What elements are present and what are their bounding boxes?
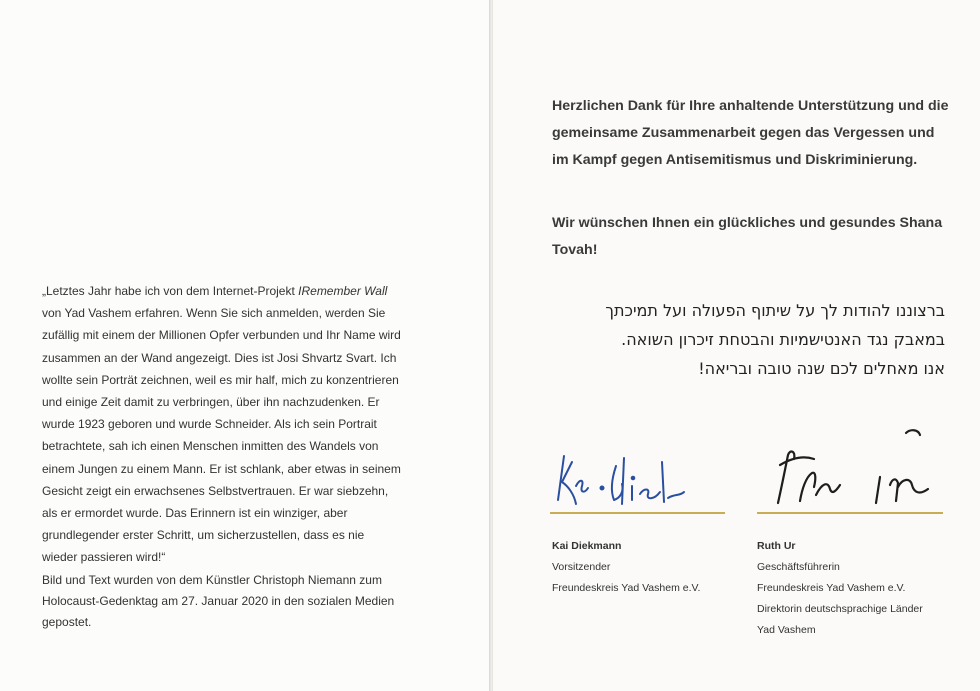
signer-name: Ruth Ur <box>757 540 796 552</box>
hebrew-greeting <box>545 296 945 383</box>
signer-ruth-ur <box>757 536 967 641</box>
hebrew-line: במאבק נגד האנטישמיות והבטחת זיכרון השואה. <box>621 330 945 349</box>
thank-you-text: Herzlichen Dank für Ihre anhaltende Unterstützung und die gemeinsame Zusammenarbeit gegen das Vergessen und im Kampf gegen Antisemitismus und Diskriminierung. <box>552 98 949 168</box>
signer-role: Geschäftsführerin <box>757 561 840 573</box>
signer-organization: Freundeskreis Yad Vashem e.V. <box>757 582 906 594</box>
new-year-wish: Wir wünschen Ihnen ein glückliches und gesundes Shana Tovah! <box>552 215 943 258</box>
signer-organization: Freundeskreis Yad Vashem e.V. <box>552 582 701 594</box>
artist-quote <box>42 280 402 569</box>
hebrew-line: אנו מאחלים לכם שנה טובה ובריאה! <box>698 359 945 378</box>
signature-kai-diekmann <box>550 448 690 508</box>
signature-line-left <box>550 512 725 514</box>
project-title: IRemember Wall <box>298 284 388 298</box>
quote-text-start: „Letztes Jahr habe ich von dem Internet-Projekt <box>42 284 299 298</box>
signer-name: Kai Diekmann <box>552 540 622 552</box>
quote-text-rest: von Yad Vashem erfahren. Wenn Sie sich anmelden, werden Sie zufällig mit einem der Millionen Opfer verbunden und Ihr Name wird zusammen an der Wand angezeigt. Dies ist Josi Shvartz Svart. Ich wollte sein Porträt zeichnen, weil es mir half, mich zu konzentrieren und einige Zeit damit zu verbringen, über ihn nachzudenken. Er wurde 1923 geboren und wurde Schneider. Als ich sein Portrait betrachtete, sah ich einen Menschen inmitten des Wandels von einem Jungen zu einem Mann. Er ist schlank, aber etwas in seinem Gesicht zeigt ein erwachsenes Selbstvertrauen. Er war siebzehn, als er ermordet wurde. Das Erinnern ist ein winziger, aber grundlegender erster Schritt, um sicherzustellen, dass es nie wieder passieren wird!“ <box>42 306 401 565</box>
signer-kai-diekmann <box>552 536 742 599</box>
signature-ruth-ur <box>770 425 945 510</box>
image-credit: Bild und Text wurden von dem Künstler Christoph Niemann zum Holocaust-Gedenktag am 27. Januar 2020 in den sozialen Medien gepostet. <box>42 573 395 629</box>
signature-line-right <box>757 512 943 514</box>
signer-institution: Yad Vashem <box>757 624 816 636</box>
hebrew-line: ברצוננו להודות לך על שיתוף הפעולה ועל תמיכתך <box>605 301 945 320</box>
signer-position: Direktorin deutschsprachige Länder <box>757 603 923 615</box>
signer-role: Vorsitzender <box>552 561 611 573</box>
